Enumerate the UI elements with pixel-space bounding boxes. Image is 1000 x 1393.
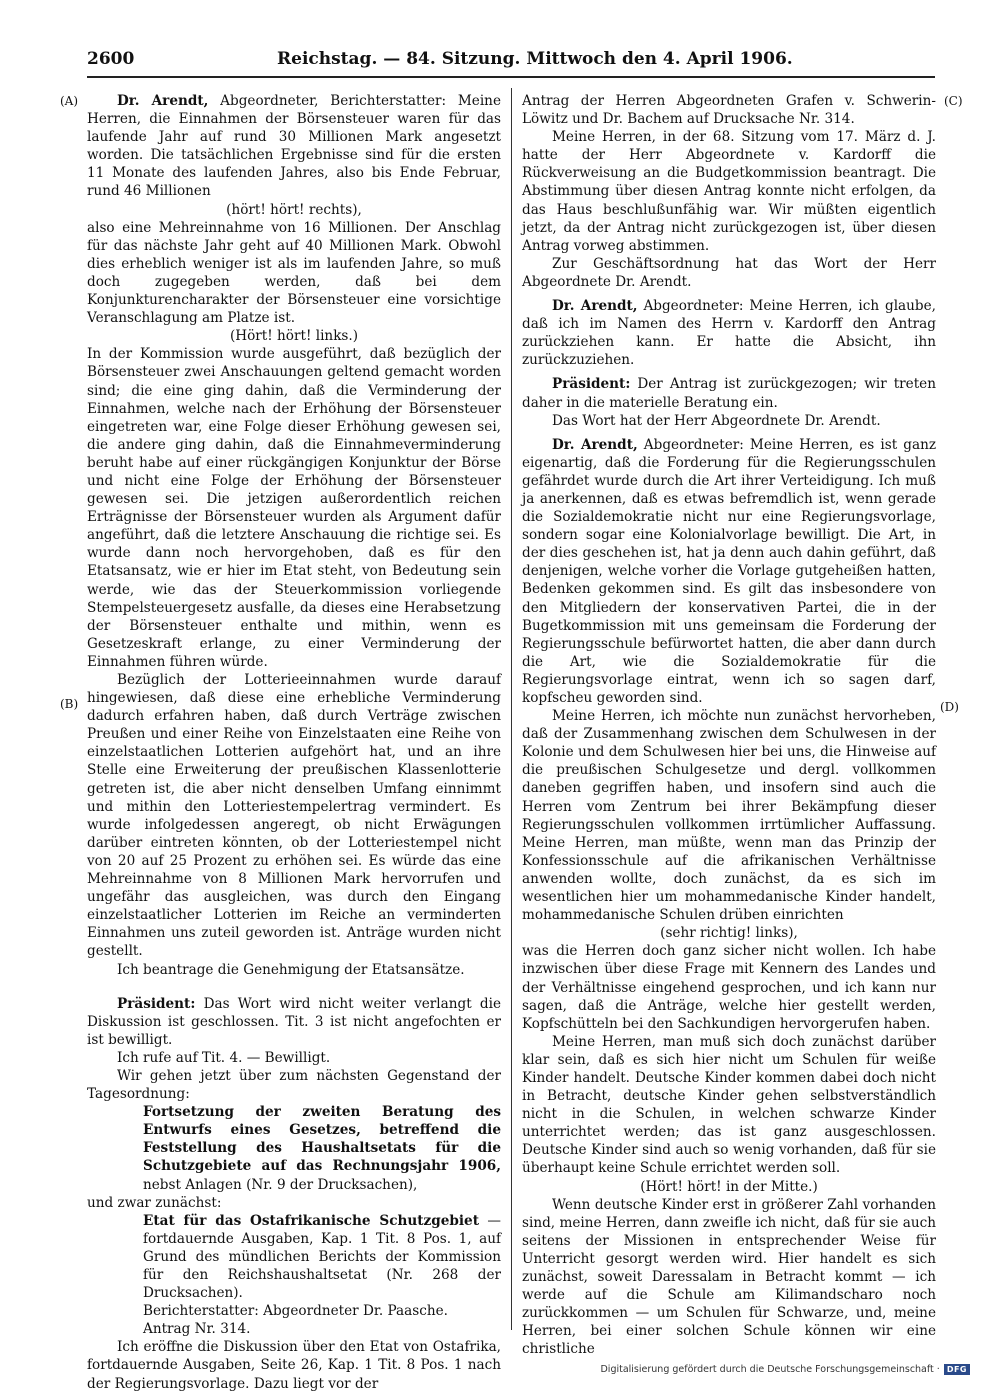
- paragraph: Das Wort hat der Herr Abgeordnete Dr. Arendt.: [552, 412, 881, 429]
- footer-credit: [600, 1364, 970, 1375]
- paragraph: Ich beantrage die Genehmigung der Etatsansätze.: [117, 961, 465, 978]
- paragraph-text: Der Antrag ist zurückgezogen; wir treten daher in die materielle Beratung ein.: [522, 376, 936, 411]
- paragraph: [87, 92, 501, 201]
- left-column: [87, 92, 501, 1393]
- paragraph: Bezüglich der Lotterieeinnahmen wurde darauf hingewiesen, daß diese eine erhebliche Verminderung dadurch erfahren haben, daß durch Verträge zwischen Preußen und einer Reihe von Einzelstaaten eine Reihe von einzelstaatlichen Lotterien aufgehört hat, und an ihre Stelle eine Erweiterung der preußischen Klassenlotterie getreten ist, die aber nicht denselben Umfang einnimmt und mithin den Lotteriestempelertrag vermindert. Es wurde infolgedessen angeregt, ob nicht Erwägungen darüber eintreten könnten, ob der Lotteriestempel nicht von 20 auf 25 Prozent zu erhöhen sei. Es würde das eine Mehreinnahme von 8 Millionen Mark hervorrufen und ungefähr das ausgleichen, was durch den Eingang einzelstaatlicher Lotterien im Reiche an verminderten Einnahmen uns zuteil geworden ist. Anträge wurden nicht gestellt.: [87, 672, 501, 960]
- paragraph: Meine Herren, in der 68. Sitzung vom 17. März d. J. hatte der Herr Abgeordnete v. Kardorff die Rückverweisung an die Budgetkommission beantragt. Die Abstimmung über diesen Antrag konnte nicht erfolgen, da das Haus beschlußunfähig war. Wir müßten eigentlich jetzt, da der Antrag nicht zurückgezogen ist, über diesen Antrag vorweg abstimmen.: [522, 129, 936, 254]
- paragraph-text: Das Wort wird nicht weiter verlangt die Diskussion ist geschlossen. Tit. 3 ist nicht angefochten er ist bewilligt.: [87, 995, 501, 1048]
- speaker-name: Dr. Arendt,: [117, 93, 209, 109]
- paragraph: was die Herren doch ganz sicher nicht wollen. Ich habe inzwischen über diese Frage mit Kennern des Landes und der Verhältnisse eingehend gesprochen, und ich kann nur sagen, daß die Anträge, welche hier gestellt werden, Kopfschütteln bei den Sachkundigen hervorgerufen haben.: [522, 943, 936, 1032]
- interjection: (Hört! hört! links.): [229, 328, 359, 345]
- running-head: Reichstag. — 84. Sitzung. Mittwoch den 4. April 1906.: [277, 49, 793, 69]
- paragraph: also eine Mehreinnahme von 16 Millionen. Der Anschlag für das nächste Jahr geht auf 40 Millionen Mark. Obwohl dies erheblich weniger ist als im laufenden Jahre, so muß doch zugegeben werden, daß bei dem Konjunkturencharakter der Börsensteuer eine vorsichtige Veranschlagung am Platze ist.: [87, 219, 501, 327]
- paragraph: Ich rufe auf Tit. 4. — Bewilligt.: [117, 1049, 331, 1066]
- interjection: (Hört! hört! in der Mitte.): [640, 1178, 818, 1195]
- paragraph: [522, 297, 936, 369]
- paragraph-text: Abgeordneter: Meine Herren, ich glaube, daß ich im Namen des Herrn v. Kardorff den Antrag zurückziehen kann. Er hatte die Absicht, ihn zurückzuziehen.: [522, 298, 936, 369]
- header-rule: [87, 76, 935, 78]
- column-divider: [511, 88, 512, 1330]
- agenda-title: Etat für das Ostafrikanische Schutzgebiet: [143, 1212, 479, 1229]
- agenda-text: — fortdauernde Ausgaben, Kap. 1 Tit. 8 Pos. 1, auf Grund des mündlichen Berichts der Kommission für den Reichshaushaltsetat (Nr. 268 der Drucksachen).: [143, 1212, 501, 1302]
- agenda-title: Fortsetzung der zweiten Beratung des Entwurfs eines Gesetzes, betreffend die Feststellung des Haushaltsetats für die Schutzgebiete auf das Rechnungsjahr 1906,: [143, 1104, 501, 1175]
- paragraph: Berichterstatter: Abgeordneter Dr. Paasche.: [143, 1303, 448, 1320]
- agenda-item: [87, 1103, 501, 1193]
- paragraph: [522, 436, 936, 707]
- paragraph: Zur Geschäftsordnung hat das Wort der Herr Abgeordnete Dr. Arendt.: [522, 255, 936, 290]
- paragraph: Meine Herren, man muß sich doch zunächst darüber klar sein, daß es sich hier nicht um Schulen für weiße Kinder handelt. Deutsche Kinder kommen dabei doch nicht in Betracht, deutsche Kinder gehen selbstverständlich nicht in die Schulen, in welchen schwarze Kinder unterrichtet werden; das ist ganz ausgeschlossen. Deutsche Kinder sind auch so wenig vorhanden, daß für sie überhaupt keine Schule errichtet werden soll.: [522, 1033, 936, 1177]
- paragraph-text: Abgeordneter: Meine Herren, es ist ganz eigenartig, daß die Forderung für die Regierungsschulen gefährdet wurde durch die Art ihrer Verteidigung. Ich muß ja anerkennen, daß es etwas befremdlich ist, wenn gerade die Sozialdemokratie nicht nur eine Regierungsvorlage, sondern sogar eine Kolonialvorlage bewilligt. Die Art, in der dies geschehen ist, hat ja denn auch dahin geführt, daß denjenigen, welche vorher die Vorlage gutgeheißen hatten, Bedenken gekommen sind. Es gilt das insbesondere von den Mitgliedern der konservativen Partei, die in der Bugetkommission mit uns gemeinsam die Forderung der Regierungsschule befürwortet hatten, die aber dann durch die Art, wie die Sozialdemokratie für die Regierungsvorlage eintrat, wenn ich so sagen darf, kopfscheu geworden sind.: [522, 436, 936, 706]
- agenda-text: nebst Anlagen (Nr. 9 der Drucksachen),: [143, 1176, 418, 1193]
- paragraph: Antrag Nr. 314.: [143, 1321, 251, 1338]
- paragraph: Wenn deutsche Kinder erst in größerer Zahl vorhanden sind, meine Herren, dann zweifle ich nicht, daß für sie auch seitens der Missionen in entsprechender Weise für Unterricht gesorgt werden wird. Hier handelt es sich zunächst, soweit Daressalam in Betracht kommt — ich werde auf die Schule am Kilimandscharo noch zurückkommen — um Schulen für Schwarze, und, meine Herren, bei einer solchen Schule können wir eine christliche: [522, 1196, 936, 1358]
- margin-marker-b: (B): [60, 697, 79, 711]
- margin-marker-c: (C): [944, 94, 963, 108]
- interjection: (hört! hört! rechts),: [226, 201, 362, 218]
- paragraph: In der Kommission wurde ausgeführt, daß bezüglich der Börsensteuer zwei Anschauungen geltend gemacht worden sind; die eine ging dahin, daß die Verminderung der Einnahmen, welche nach der Erhöhung der Börsensteuer eingetreten war, eine Folge dieser Erhöhung gewesen sei, die andere ging dahin, daß die Einnahmeverminderung beruht habe auf einer rückgängigen Konjunktur der Börse und nicht eine Folge der Erhöhung der Börsensteuer gewesen sei. Die jetzigen außerordentlich reichen Erträgnisse der Börsensteuer wurden als Argument dafür angeführt, daß die letztere Anschauung die richtige sei. Es wurde dann noch hervorgehoben, daß es für den Etatsansatz, wie er hier im Etat steht, von Bedeutung sein werde, wie das der Steuerkommission vorliegende Stempelsteuergesetz ausfalle, da dieses eine Herabsetzung der Börsensteuer enthalte und mithin, wenn es Gesetzeskraft erlange, zu einer Verminderung der Einnahmen führen würde.: [87, 346, 501, 670]
- margin-marker-a: (A): [60, 94, 79, 108]
- dfg-logo: DFG: [944, 1364, 970, 1375]
- speaker-name: Dr. Arendt,: [552, 298, 638, 315]
- margin-marker-d: (D): [940, 700, 959, 714]
- page-header: [87, 47, 935, 73]
- right-column: [522, 92, 936, 1358]
- speaker-name: Präsident:: [117, 995, 196, 1012]
- paragraph: [87, 995, 501, 1049]
- interjection: (sehr richtig! links),: [660, 925, 798, 942]
- footer-text: Digitalisierung gefördert durch die Deutsche Forschungsgemeinschaft ·: [600, 1364, 940, 1375]
- paragraph: Wir gehen jetzt über zum nächsten Gegenstand der Tagesordnung:: [87, 1067, 501, 1103]
- agenda-item: [87, 1212, 501, 1302]
- speaker-name: Dr. Arendt,: [552, 436, 638, 453]
- speaker-name: Präsident:: [552, 376, 631, 393]
- page-number: 2600: [87, 49, 135, 69]
- paragraph: Meine Herren, ich möchte nun zunächst hervorheben, daß der Zusammenhang zwischen dem Schulwesen in der Kolonie und dem Schulwesen hier bei uns, die Hinweise auf die preußischen Schulgesetze und dergl. vollkommen daneben gegriffen haben, und insofern sind auch die Herren vom Zentrum bei ihrer Bekämpfung dieser Regierungsschulen vollkommen irrtümlicher Auffassung. Meine Herren, man müßte, wenn man das Prinzip der Konfessionsschule auf die afrikanischen Verhältnisse anwenden wollte, doch zunächst, da es sich im wesentlichen hier um mohammedanische Kinder handelt, mohammedanische Schulen drüben einrichten: [522, 708, 936, 924]
- paragraph: [522, 375, 936, 411]
- paragraph-text: Abgeordneter, Berichterstatter: Meine Herren, die Einnahmen der Börsensteuer waren für das laufende Jahr auf rund 30 Millionen Mark angesetzt worden. Die tatsächlichen Ergebnisse sind für die ersten 11 Monate des laufenden Jahres, also bis Ende Februar, rund 46 Millionen: [87, 93, 501, 200]
- paragraph: Ich eröffne die Diskussion über den Etat von Ostafrika, fortdauernde Ausgaben, Seite 26, Kap. 1 Tit. 8 Pos. 1 nach der Regierungsvorlage. Dazu liegt vor der: [87, 1339, 501, 1392]
- paragraph: und zwar zunächst:: [87, 1194, 222, 1211]
- paragraph: Antrag der Herren Abgeordneten Grafen v. Schwerin-Löwitz und Dr. Bachem auf Drucksache Nr. 314.: [522, 93, 936, 128]
